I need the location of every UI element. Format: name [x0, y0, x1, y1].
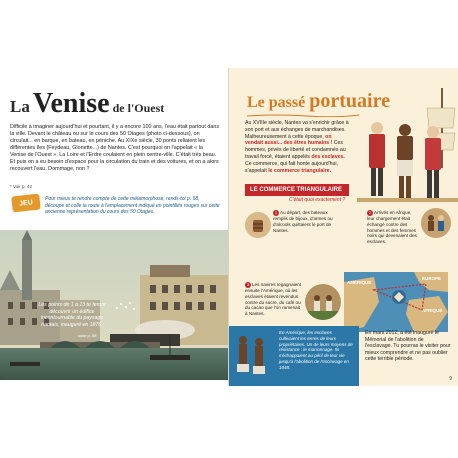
left-page	[0, 68, 229, 386]
jeu-badge: JEU	[11, 194, 41, 213]
step-1-number: 1	[274, 210, 278, 215]
title-main: Venise	[32, 88, 110, 119]
title-post: de l'Ouest	[112, 101, 165, 115]
memorial-text: En mars 2012, a été inauguré le Mémorial de l'abolition de l'esclavage. Tu pourras le visiter pour mieux comprendre et ne pas oublier cette terrible période.	[365, 330, 451, 363]
step-1	[273, 210, 333, 233]
body-highlight-1: on vendait aussi... des êtres humains !	[245, 133, 333, 147]
right-page	[229, 68, 458, 386]
triangle-map	[344, 272, 448, 332]
book-spread	[0, 68, 458, 386]
jeu-text: Pour mieux te rendre compte de cette métamorphose, rends-toi p. 58, découpe et colle la route à l'emplacement indiqué en pointillés rouges sur cette ancienne représentation du cours des 50 Otages.	[45, 196, 220, 215]
step-3-number: 3	[246, 282, 250, 287]
body-highlight-2: des esclaves.	[311, 153, 345, 160]
body-part-3: Ce commerce, qui fait honte aujourd'hui, s'appelait	[245, 160, 338, 174]
body-highlight-3: le commerce triangulaire.	[268, 167, 332, 174]
step1-image	[245, 212, 271, 238]
step3-image	[305, 284, 341, 320]
plantation-icon	[305, 284, 341, 320]
commerce-banner-sub: C'était quoi exactement ?	[289, 197, 346, 203]
step-2-number: 2	[368, 210, 372, 215]
barrel-icon	[245, 212, 271, 238]
step2-image	[421, 208, 451, 238]
footnote: * Voir p. 42	[10, 184, 33, 189]
nantes-photo	[0, 230, 229, 380]
step-3-text: Les navires regagnaient ensuite l'Amérique, où les esclaves étaient revendus contre du sucre, du café ou du cacao que l'on ramenait à Nantes.	[245, 282, 302, 317]
left-page-number: 8	[6, 376, 9, 382]
slavery-illustration	[357, 88, 458, 228]
title-pre: Le passé	[247, 94, 306, 111]
step-3	[245, 282, 303, 317]
map-label-africa: AFRIQUE	[422, 308, 443, 313]
escape-illustration	[229, 326, 275, 386]
right-body-text	[245, 120, 349, 174]
step-2	[367, 210, 419, 245]
marronnage-text: En Amérique, les esclaves cultivaient les terres de leurs propriétaires. Un de leurs moyens de résistance : le marronnage. Ils s'échappaient au péril de leur vie jusqu'à l'abolition de l'esclavage en 1848.	[279, 330, 353, 370]
commerce-banner: LE COMMERCE TRIANGULAIRE	[245, 184, 349, 196]
people-icon	[421, 208, 451, 238]
title-main: portuaire	[309, 90, 390, 112]
photo-sub-caption: suite p. 58	[78, 333, 97, 338]
step-2-text: Arrivés en Afrique, leur chargement était échangé contre des hommes et des femmes noirs qui devenaient des esclaves.	[367, 210, 417, 245]
title-underline	[247, 114, 359, 117]
body-part-2: Ces hommes, privés de liberté et condamnés au travail forcé, étaient appelés	[245, 140, 346, 160]
left-body-text: Difficile à imaginer aujourd'hui et pourtant, il y a encore 100 ans, l'eau était partout dans la ville. Devant le château ou sur le cours des 50 Otages (photo ci-dessous), on circulait... en barque, en bateau, en péniche. Au XIXe siècle, 30 ponts reliaient les différentes îles (Feydeau, Gloriette...) de Nantes. C'est pourquoi on l'appelait « la Venise de l'Ouest ». La Loire et l'Erdre coulaient en plein centre-ville. C'était très beau. Et puis on a eu besoin d'espace pour la circulation du train et des voitures, et on a alors recouvert l'eau. Dommage, non ?	[10, 124, 220, 172]
step-1-text: Au départ, des bateaux remplis de bijoux, d'armes ou d'alcools quittaient le port de Nantes.	[273, 210, 333, 233]
left-page-title	[10, 88, 164, 120]
photo-caption: Les points de 1 à 13 te feront découvrir un édifice incontournable du paysage nantais, inauguré en 1876.	[38, 302, 106, 328]
map-label-america: AMÉRIQUE	[347, 280, 372, 285]
map-label-europe: EUROPE	[422, 276, 442, 281]
body-part-1: Au XVIIIe siècle, Nantes va s'enrichir grâce à son port et aux échanges de marchandises. Malheureusement à cette époque,	[245, 120, 349, 140]
right-page-number: 9	[449, 376, 452, 382]
title-pre: La	[10, 97, 30, 116]
